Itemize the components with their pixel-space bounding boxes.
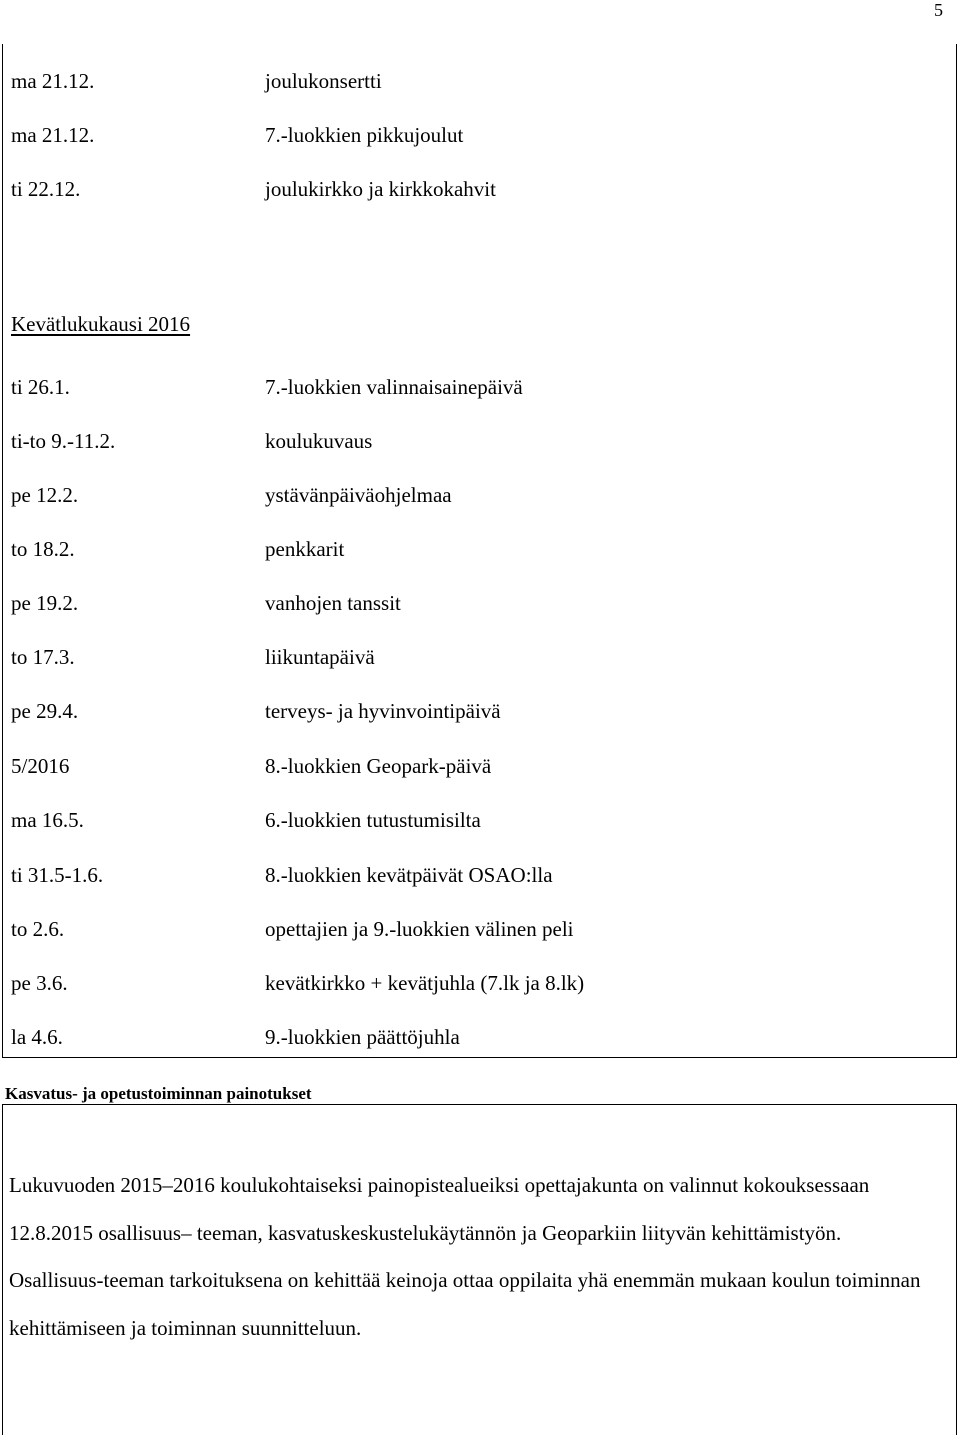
event-date: pe 12.2. <box>11 483 79 507</box>
event-date: ma 21.12. <box>11 69 95 93</box>
event-row <box>11 588 948 618</box>
event-name: 8.-luokkien Geopark-päivä <box>265 754 492 778</box>
spring-term-heading: Kevätlukukausi 2016 <box>11 312 191 336</box>
event-name: terveys- ja hyvinvointipäivä <box>265 699 501 723</box>
event-row <box>11 751 948 781</box>
event-row <box>11 642 948 672</box>
event-row <box>11 372 948 402</box>
event-name: opettajien ja 9.-luokkien välinen peli <box>265 917 574 941</box>
event-date: ma 21.12. <box>11 123 95 147</box>
event-row <box>11 174 948 204</box>
text-box <box>2 1104 957 1435</box>
event-name: 9.-luokkien päättöjuhla <box>265 1025 460 1049</box>
event-name: penkkarit <box>265 537 345 561</box>
event-name: 8.-luokkien kevätpäivät OSAO:lla <box>265 863 553 887</box>
event-row <box>11 120 948 150</box>
event-row <box>11 696 948 726</box>
page-number: 5 <box>934 0 943 20</box>
event-name: ystävänpäiväohjelmaa <box>265 483 452 507</box>
event-date: la 4.6. <box>11 1025 63 1049</box>
event-name: 7.-luokkien valinnaisainepäivä <box>265 375 523 399</box>
event-name: koulukuvaus <box>265 429 373 453</box>
event-name: 7.-luokkien pikkujoulut <box>265 123 464 147</box>
event-row <box>11 534 948 564</box>
event-date: pe 19.2. <box>11 591 79 615</box>
event-row <box>11 860 948 890</box>
event-date: to 18.2. <box>11 537 75 561</box>
event-row <box>11 480 948 510</box>
event-name: kevätkirkko + kevätjuhla (7.lk ja 8.lk) <box>265 971 585 995</box>
event-row <box>11 805 948 835</box>
event-date: pe 3.6. <box>11 971 68 995</box>
event-name: vanhojen tanssit <box>265 591 401 615</box>
event-date: ti 26.1. <box>11 375 70 399</box>
event-name: joulukirkko ja kirkkokahvit <box>265 177 496 201</box>
event-row <box>11 1022 948 1052</box>
event-date: to 17.3. <box>11 645 75 669</box>
event-date: ti 22.12. <box>11 177 81 201</box>
event-name: joulukonsertti <box>265 69 382 93</box>
event-date: ti-to 9.-11.2. <box>11 429 116 453</box>
calendar-box <box>2 44 957 1058</box>
event-name: liikuntapäivä <box>265 645 375 669</box>
event-name: 6.-luokkien tutustumisilta <box>265 808 481 832</box>
event-date: ma 16.5. <box>11 808 84 832</box>
event-row <box>11 968 948 998</box>
event-row <box>11 426 948 456</box>
body-paragraph: Lukuvuoden 2015–2016 koulukohtaiseksi painopistealueiksi opettajakunta on valinnut kokouksessaan 12.8.2015 osallisuus– teeman, kasvatuskeskustelukäytännön ja Geoparkiin liityvän kehittämistyön. Osallisuus-teeman tarkoituksena on kehittää keinoja ottaa oppilaita yhä enemmän mukaan koulun toiminnan kehittämiseen ja toiminnan suunnitteluun. <box>9 1173 921 1340</box>
event-row <box>11 914 948 944</box>
event-date: to 2.6. <box>11 917 65 941</box>
event-date: pe 29.4. <box>11 699 79 723</box>
event-date: ti 31.5-1.6. <box>11 863 104 887</box>
event-row <box>11 66 948 96</box>
event-date: 5/2016 <box>11 754 70 778</box>
section-heading: Kasvatus- ja opetustoiminnan painotukset <box>5 1084 312 1103</box>
